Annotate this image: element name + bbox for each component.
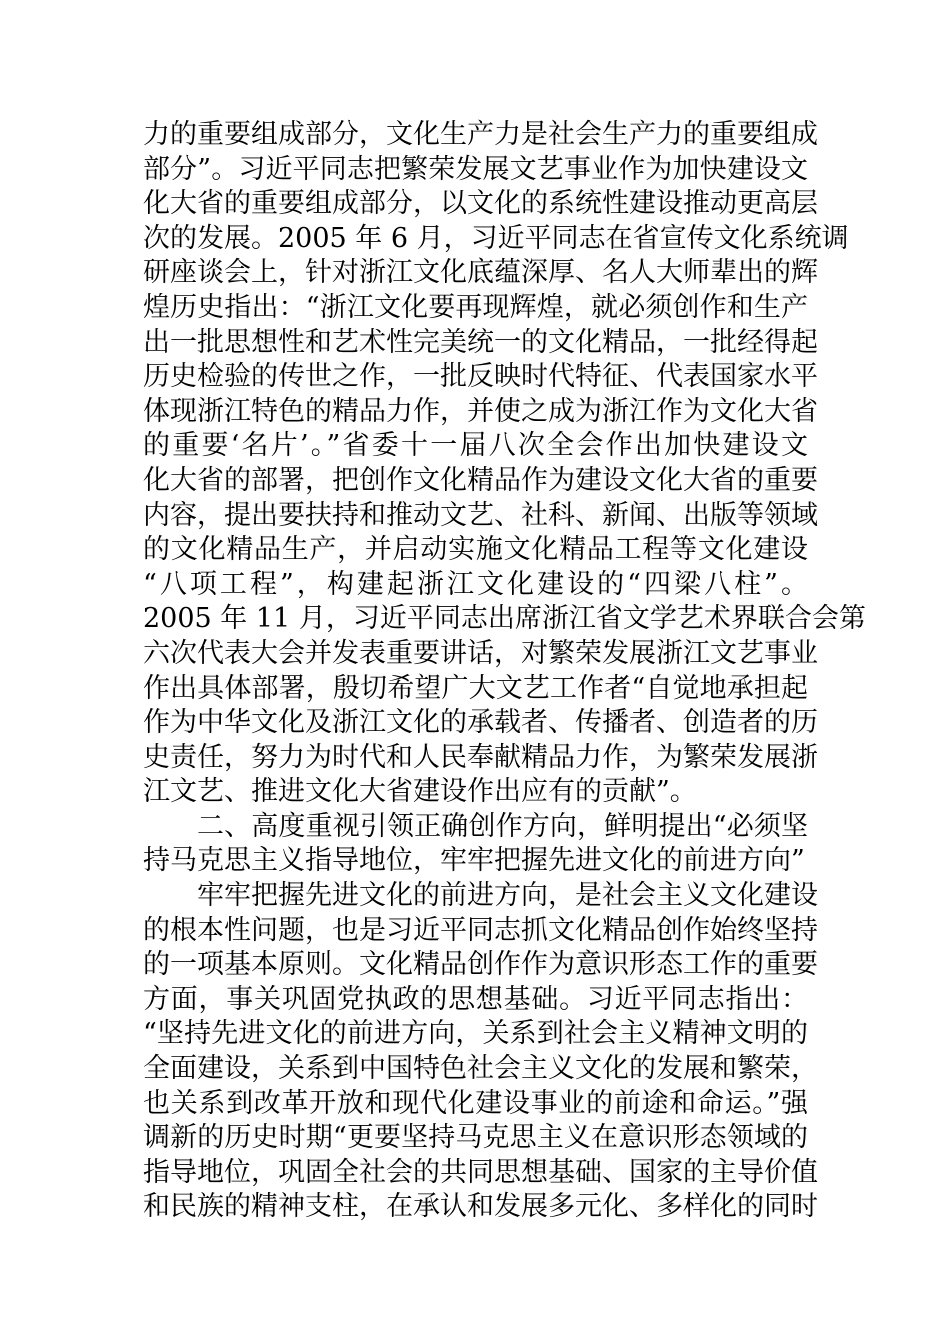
text-line: 出一批思想性和艺术性完美统一的文化精品，一批经得起 xyxy=(143,326,818,358)
text-line: 的根本性问题，也是习近平同志抓文化精品创作始终坚持 xyxy=(143,914,818,946)
text-line: 也关系到改革开放和现代化建设事业的前途和命运。”强 xyxy=(143,1087,808,1119)
text-line: 江文艺、推进文化大省建设作出应有的贡献”。 xyxy=(143,776,697,808)
text-line: 和民族的精神支柱，在承认和发展多元化、多样化的同时 xyxy=(143,1191,818,1223)
text-line: 体现浙江特色的精品力作，并使之成为浙江作为文化大省 xyxy=(143,395,818,427)
text-line: 方面，事关巩固党执政的思想基础。习近平同志指出： xyxy=(143,983,808,1015)
section-heading-2 xyxy=(143,810,808,879)
heading-line: 持马克思主义指导地位，牢牢把握先进文化的前进方向” xyxy=(143,845,805,877)
text-line: 部分”。习近平同志把繁荣发展文艺事业作为加快建设文 xyxy=(143,153,808,185)
text-line: 调新的历史时期“更要坚持马克思主义在意识形态领域的 xyxy=(143,1122,808,1154)
paragraph-1 xyxy=(143,118,866,810)
text-line: 指导地位，巩固全社会的共同思想基础、国家的主导价值 xyxy=(143,1156,818,1188)
text-line: 研座谈会上，针对浙江文化底蕴深厚、名人大师辈出的辉 xyxy=(143,257,818,289)
text-line: 六次代表大会并发表重要讲话，对繁荣发展浙江文艺事业 xyxy=(143,637,818,669)
text-line: 作出具体部署，殷切希望广大文艺工作者“自觉地承担起 xyxy=(143,672,808,704)
text-line: 全面建设，关系到中国特色社会主义文化的发展和繁荣， xyxy=(143,1053,818,1085)
text-line: 史责任，努力为时代和人民奉献精品力作，为繁荣发展浙 xyxy=(143,741,818,773)
text-line: 煌历史指出：“浙江文化要再现辉煌，就必须创作和生产 xyxy=(143,291,808,323)
paragraph-2 xyxy=(143,879,818,1225)
text-line: “八项工程”，构建起浙江文化建设的“四梁八柱”。 xyxy=(143,568,808,600)
text-line: 的重要‘名片’。”省委十一届八次全会作出加快建设文 xyxy=(143,430,808,462)
text-line: 的文化精品生产，并启动实施文化精品工程等文化建设 xyxy=(143,534,808,566)
text-line: 的一项基本原则。文化精品创作作为意识形态工作的重要 xyxy=(143,949,818,981)
text-line: “坚持先进文化的前进方向，关系到社会主义精神文明的 xyxy=(143,1018,808,1050)
heading-line: 二、高度重视引领正确创作方向，鲜明提出“必须坚 xyxy=(197,810,808,842)
text-line: 化大省的部署，把创作文化精品作为建设文化大省的重要 xyxy=(143,464,818,496)
text-line: 2005 年 11 月，习近平同志出席浙江省文学艺术界联合会第 xyxy=(143,603,866,635)
text-line: 化大省的重要组成部分，以文化的系统性建设推动更高层 xyxy=(143,188,818,220)
text-line: 次的发展。2005 年 6 月，习近平同志在省宣传文化系统调 xyxy=(143,222,849,254)
text-line: 牢牢把握先进文化的前进方向，是社会主义文化建设 xyxy=(197,880,818,912)
text-line: 作为中华文化及浙江文化的承载者、传播者、创造者的历 xyxy=(143,707,818,739)
text-line: 历史检验的传世之作，一批反映时代特征、代表国家水平 xyxy=(143,361,818,393)
text-line: 力的重要组成部分，文化生产力是社会生产力的重要组成 xyxy=(143,119,818,150)
text-line: 内容，提出要扶持和推动文艺、社科、新闻、出版等领域 xyxy=(143,499,818,531)
document-body xyxy=(143,118,866,1225)
